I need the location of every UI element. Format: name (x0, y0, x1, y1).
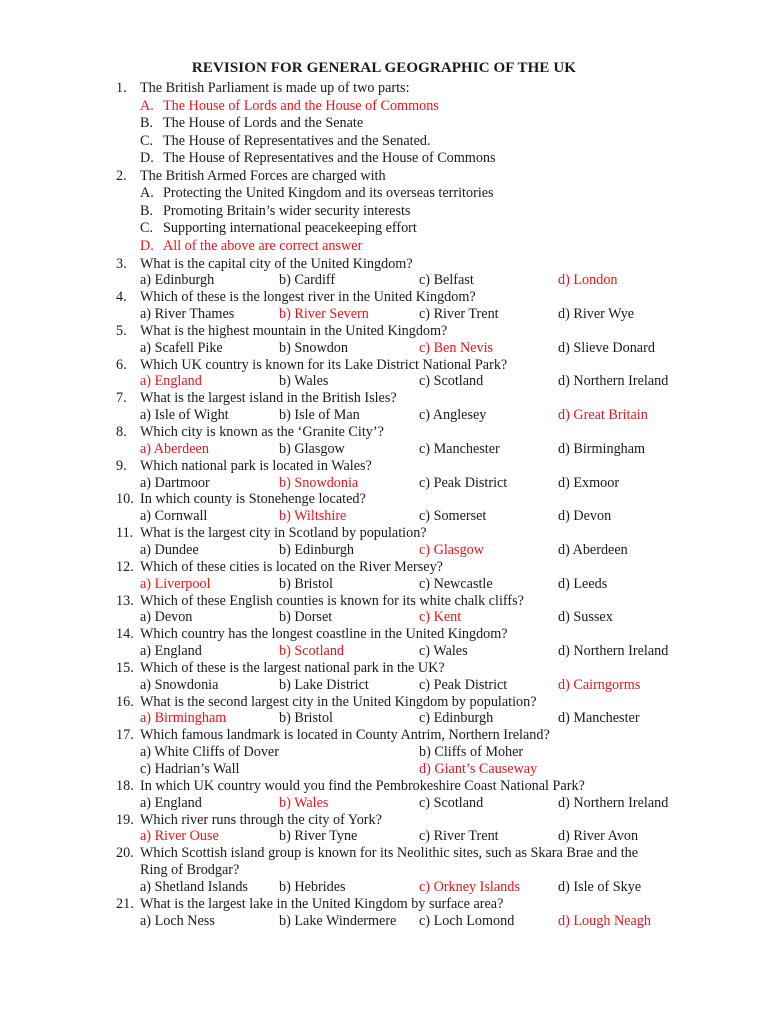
question-row (0, 727, 768, 744)
question-text: In which county is Stonehenge located? (140, 491, 366, 508)
options-row (0, 744, 768, 761)
question-number: 18. (116, 777, 134, 794)
question-row (0, 559, 768, 576)
question-number: 6. (116, 356, 127, 373)
question-number: 12. (116, 558, 134, 575)
question-text: Which country has the longest coastline in the United Kingdom? (140, 626, 508, 643)
answer-option: b) Cardiff (279, 272, 336, 289)
option-letter: D. (140, 237, 154, 254)
answer-option: c) Belfast (419, 272, 474, 289)
answer-option (0, 133, 768, 150)
question-text: Which of these English counties is known for its white chalk cliffs? (140, 592, 524, 609)
answer-option: c) Newcastle (419, 575, 493, 592)
question-row-continued (0, 862, 768, 879)
correct-answer: c) Kent (419, 609, 462, 626)
question-number: 3. (116, 255, 127, 272)
options-row (0, 879, 768, 896)
question-row (0, 525, 768, 542)
question-row (0, 256, 768, 273)
answer-option: c) Somerset (419, 508, 487, 525)
answer-option: b) Hebrides (279, 878, 346, 895)
question-text-continued: Ring of Brodgar? (140, 862, 240, 879)
answer-option: a) Isle of Wight (140, 407, 229, 424)
answer-option: c) Wales (419, 643, 468, 660)
question-row (0, 660, 768, 677)
question-text: What is the largest island in the British Isles? (140, 390, 397, 407)
answer-option: d) Birmingham (558, 440, 646, 457)
question-number: 20. (116, 845, 134, 862)
options-row (0, 306, 768, 323)
options-row (0, 828, 768, 845)
question-number: 17. (116, 727, 134, 744)
correct-answer: b) River Severn (279, 306, 369, 323)
correct-answer: b) Scotland (279, 643, 345, 660)
options-row (0, 475, 768, 492)
answer-option: a) England (140, 643, 202, 660)
option-text: The House of Representatives and the House of Commons (163, 150, 496, 166)
answer-option: d) Northern Ireland (558, 373, 669, 390)
question-number: 11. (116, 525, 134, 542)
option-letter: B. (140, 115, 154, 131)
option-letter: B. (140, 202, 154, 219)
question-number: 5. (116, 322, 127, 339)
answer-option: d) Northern Ireland (558, 794, 669, 811)
option-letter: C. (140, 220, 154, 236)
correct-answer: a) Birmingham (140, 710, 227, 727)
question-text: Which of these is the longest river in the United Kingdom? (140, 289, 476, 306)
options-row (0, 508, 768, 525)
answer-option: a) Shetland Islands (140, 878, 248, 895)
correct-answer: c) Glasgow (419, 541, 485, 558)
answer-option: a) River Thames (140, 306, 235, 323)
answer-option: d) Isle of Skye (558, 878, 642, 895)
option-text: All of the above are correct answer (163, 237, 363, 254)
question-number: 7. (116, 390, 127, 407)
question-row (0, 845, 768, 862)
option-text: Supporting international peacekeeping effort (163, 220, 417, 236)
question-text: Which of these cities is located on the River Mersey? (140, 558, 443, 575)
options-row (0, 795, 768, 812)
question-text: Which river runs through the city of York? (140, 811, 382, 828)
options-row (0, 913, 768, 930)
question-row (0, 778, 768, 795)
question-number: 4. (116, 289, 127, 306)
correct-answer: a) River Ouse (140, 828, 219, 845)
correct-answer: b) Snowdonia (279, 474, 359, 491)
answer-option: c) Scotland (419, 794, 484, 811)
question-row (0, 458, 768, 475)
options-row (0, 761, 768, 778)
question-number: 16. (116, 693, 134, 710)
answer-option: a) Cornwall (140, 508, 208, 525)
options-row (0, 441, 768, 458)
options-row (0, 609, 768, 626)
answer-option: b) Bristol (279, 710, 333, 727)
question-row (0, 168, 768, 185)
answer-option: c) Scotland (419, 373, 484, 390)
question-row (0, 357, 768, 374)
question-number: 15. (116, 659, 134, 676)
question-number: 14. (116, 626, 134, 643)
options-row (0, 677, 768, 694)
answer-option: b) Cliffs of Moher (419, 744, 524, 761)
correct-answer: d) Great Britain (558, 407, 648, 424)
answer-option (0, 220, 768, 237)
answer-option: a) Edinburgh (140, 272, 215, 289)
question-row (0, 896, 768, 913)
answer-option: a) Devon (140, 609, 193, 626)
answer-option: d) Leeds (558, 575, 608, 592)
answer-option: a) Snowdonia (140, 676, 219, 693)
answer-option: d) Sussex (558, 609, 613, 626)
correct-answer: d) Lough Neagh (558, 912, 651, 929)
option-text: The House of Representatives and the Senated. (163, 132, 431, 149)
question-number: 21. (116, 895, 134, 912)
question-text: Which famous landmark is located in County Antrim, Northern Ireland? (140, 727, 550, 744)
question-number: 8. (116, 424, 127, 440)
page-title: REVISION FOR GENERAL GEOGRAPHIC OF THE UK (191, 60, 577, 76)
answer-option: b) Isle of Man (279, 407, 360, 424)
option-letter: A. (140, 97, 154, 114)
correct-answer: d) London (558, 272, 618, 289)
answer-option: a) White Cliffs of Dover (140, 744, 279, 761)
question-number: 10. (116, 491, 134, 508)
question-text: Which UK country is known for its Lake District National Park? (140, 356, 508, 373)
answer-option: d) Devon (558, 508, 612, 525)
question-row (0, 424, 768, 441)
correct-answer: a) Liverpool (140, 575, 211, 592)
answer-option: b) Wales (279, 373, 329, 390)
question-row (0, 593, 768, 610)
question-row (0, 323, 768, 340)
correct-answer: b) Wales (279, 794, 329, 811)
answer-option: a) Loch Ness (140, 912, 215, 929)
question-number: 9. (116, 457, 127, 474)
correct-answer: a) England (140, 373, 202, 390)
answer-option: d) Northern Ireland (558, 643, 669, 660)
answer-option: b) Glasgow (279, 440, 345, 457)
options-row (0, 373, 768, 390)
option-text: Promoting Britain’s wider security interests (163, 202, 411, 219)
answer-option: b) Lake Windermere (279, 912, 397, 929)
answer-option: b) Dorset (279, 609, 333, 626)
answer-option: a) England (140, 794, 202, 811)
options-row (0, 407, 768, 424)
answer-option: c) Peak District (419, 474, 508, 491)
answer-option: a) Dartmoor (140, 474, 210, 491)
question-text: Which national park is located in Wales? (140, 457, 372, 474)
options-row (0, 643, 768, 660)
options-row (0, 576, 768, 593)
option-text: The House of Lords and the Senate (163, 115, 364, 131)
options-row (0, 542, 768, 559)
correct-answer: c) Ben Nevis (419, 339, 494, 356)
answer-option: a) Dundee (140, 541, 199, 558)
answer-option: b) Edinburgh (279, 541, 355, 558)
answer-option: c) Peak District (419, 676, 508, 693)
question-text: Which Scottish island group is known for its Neolithic sites, such as Skara Brae and the (140, 845, 639, 862)
question-text: What is the largest lake in the United Kingdom by surface area? (140, 895, 504, 912)
answer-option: d) Slieve Donard (558, 339, 655, 356)
answer-option (0, 98, 768, 115)
correct-answer: d) Giant’s Causeway (419, 761, 538, 777)
question-row (0, 812, 768, 829)
question-text: What is the highest mountain in the United Kingdom? (140, 322, 448, 339)
question-number: 13. (116, 592, 134, 609)
answer-option: b) Bristol (279, 575, 333, 592)
answer-option: c) River Trent (419, 828, 499, 845)
answer-option: c) Loch Lomond (419, 912, 515, 929)
options-row (0, 710, 768, 727)
question-text: Which of these is the largest national park in the UK? (140, 659, 445, 676)
answer-option: d) Manchester (558, 710, 640, 727)
question-row (0, 390, 768, 407)
question-row (0, 80, 768, 97)
correct-answer: c) Orkney Islands (419, 878, 520, 895)
answer-option: d) Aberdeen (558, 541, 628, 558)
answer-option (0, 150, 768, 167)
option-text: The House of Lords and the House of Commons (163, 97, 439, 114)
correct-answer: a) Aberdeen (140, 440, 209, 457)
answer-option: d) Exmoor (558, 474, 620, 491)
answer-option: a) Scafell Pike (140, 339, 223, 356)
option-text: Protecting the United Kingdom and its overseas territories (163, 185, 494, 201)
question-text: What is the largest city in Scotland by population? (140, 525, 427, 542)
answer-option (0, 185, 768, 202)
question-number: 19. (116, 811, 134, 828)
question-text: In which UK country would you find the Pembrokeshire Coast National Park? (140, 777, 585, 794)
answer-option (0, 115, 768, 132)
answer-option: d) River Wye (558, 306, 635, 323)
question-text: Which city is known as the ‘Granite City’? (140, 424, 384, 440)
question-text: What is the second largest city in the United Kingdom by population? (140, 693, 537, 710)
option-letter: A. (140, 185, 154, 201)
answer-option: b) River Tyne (279, 828, 358, 845)
correct-answer: d) Cairngorms (558, 676, 641, 693)
answer-option: d) River Avon (558, 828, 639, 845)
question-row (0, 694, 768, 711)
options-row (0, 272, 768, 289)
answer-option: b) Snowdon (279, 339, 348, 356)
question-row (0, 289, 768, 306)
question-number: 1. (116, 80, 127, 96)
answer-option: c) Hadrian’s Wall (140, 761, 240, 777)
question-number: 2. (116, 167, 127, 184)
option-letter: D. (140, 150, 154, 166)
answer-option: c) Edinburgh (419, 710, 494, 727)
question-row (0, 491, 768, 508)
answer-option: c) River Trent (419, 306, 499, 323)
question-text: The British Parliament is made up of two parts: (140, 80, 410, 96)
option-letter: C. (140, 132, 154, 149)
question-text: What is the capital city of the United Kingdom? (140, 255, 413, 272)
answer-option: c) Anglesey (419, 407, 487, 424)
answer-option (0, 203, 768, 220)
question-row (0, 626, 768, 643)
answer-option (0, 238, 768, 255)
answer-option: c) Manchester (419, 440, 500, 457)
answer-option: b) Lake District (279, 676, 369, 693)
correct-answer: b) Wiltshire (279, 508, 347, 525)
question-text: The British Armed Forces are charged with (140, 167, 386, 184)
options-row (0, 340, 768, 357)
